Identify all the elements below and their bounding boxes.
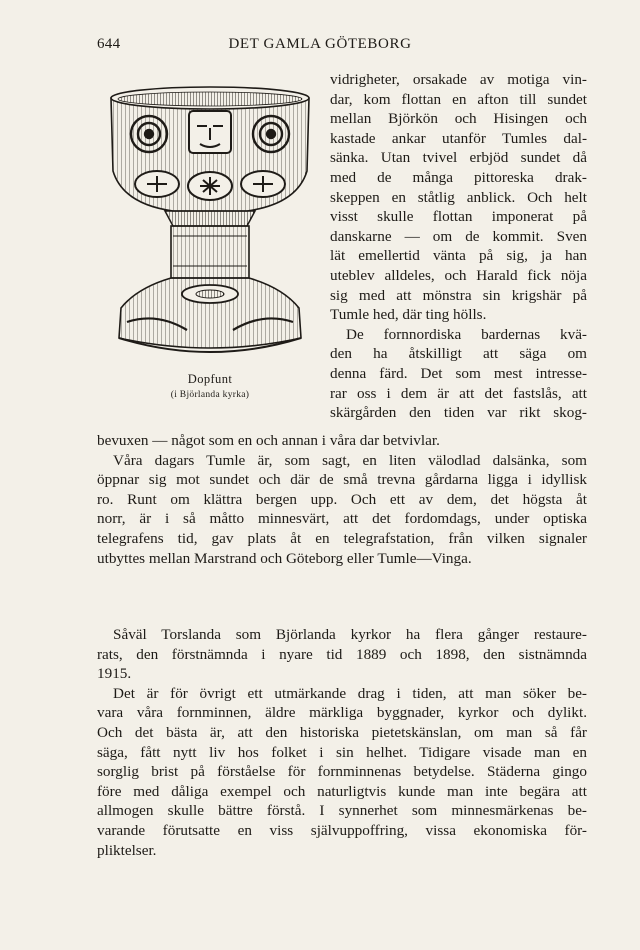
text-line: denna färd. Det som mest intresse- xyxy=(330,364,587,382)
text-line: mellan Björkön och Hisingen och xyxy=(330,110,587,128)
text-line: norr, är i så måtto minnesvärt, att det fordomdags, under optiska xyxy=(97,510,587,528)
text-line: Såväl Torslanda som Björlanda kyrkor ha flera gånger restaure- xyxy=(113,626,587,643)
baptismal-font-illustration xyxy=(97,76,323,406)
text-line: sänka. Utan tvivel erbjöd sundet då xyxy=(330,149,587,167)
text-line: bevuxen — något som en och annan i våra dar betvivlar. xyxy=(97,432,440,449)
text-line: uteblev alldeles, och Harald fick nöja xyxy=(330,266,587,284)
text-line: danskarne — om de kommit. Sven xyxy=(330,227,587,245)
text-line: med de många pittoreska drak- xyxy=(330,168,587,186)
text-line: den ha åtskilligt att säga om xyxy=(330,345,587,363)
page-header xyxy=(97,36,543,58)
text-line: sig med att mönstra sin krigshär på xyxy=(330,286,587,304)
text-line: vidrigheter, orsakade av motiga vin- xyxy=(330,71,587,88)
text-line: 1915. xyxy=(97,665,132,683)
text-line: öppnar sig mot sundet och där de små trevna gårdarna ligga i idyllisk xyxy=(97,471,587,489)
text-line: dar, kom flottan en afton till sundet xyxy=(330,90,587,108)
text-line: säga, fått nytt liv hos folket i sin helhet. Tidigare visade man en xyxy=(97,743,587,761)
text-line: före med dåliga exempel och naturligtvis kunde man inte begära att xyxy=(97,782,587,800)
text-line: skeppen en ståtlig anblick. Och helt xyxy=(330,188,587,206)
baptismal-font-icon xyxy=(97,76,323,366)
running-title: DET GAMLA GÖTEBORG xyxy=(228,36,412,52)
text-line: Tumle hed, där ting hölls. xyxy=(330,306,487,324)
text-line: lät emellertid vänta på sig, ja han xyxy=(330,247,587,265)
text-line: De fornnordiska bardernas kvä- xyxy=(346,325,587,343)
text-line: rats, den förstnämnda i nyare tid 1889 och 1898, den sistnämnda xyxy=(97,645,587,663)
text-line: vara våra fornminnen, äldre märkliga byggnader, kyrkor och dylikt. xyxy=(97,704,587,722)
text-line: rar oss i dem är att det fastslås, att xyxy=(330,384,587,402)
figure-caption xyxy=(97,372,323,400)
text-line: Det är för övrigt ett utmärkande drag i tiden, att man söker be- xyxy=(113,684,587,702)
text-line: pliktelser. xyxy=(97,841,157,859)
text-line: visst skulle flottan imponerat på xyxy=(330,208,587,226)
text-line: telegrafens tid, gav plats åt en telegrafstation, från vilken signaler xyxy=(97,529,587,547)
text-line: Och det bästa är, att den historiska pietetskänslan, om man så får xyxy=(97,723,587,741)
text-line: skärgården den tiden var rikt skog- xyxy=(330,404,587,422)
text-line: varande förutsatte en viss självuppoffring, vissa ekonomiska för- xyxy=(97,821,587,839)
text-line: ro. Runt om klättra bergen upp. Och ett av dem, det högsta åt xyxy=(97,490,587,508)
page-number: 644 xyxy=(97,36,121,52)
caption-title: Dopfunt xyxy=(187,372,233,386)
text-line: sorglig brist på förståelse för fornminnenas betydelse. Städerna gingo xyxy=(97,763,587,781)
full-width-text xyxy=(97,431,587,568)
text-line: Våra dagars Tumle är, som sagt, en liten välodlad dalsänka, som xyxy=(113,451,587,469)
right-column-text xyxy=(330,70,587,423)
caption-subtitle: (i Björlanda kyrka) xyxy=(170,390,250,400)
text-line: allmogen skulle bättre förstå. I synnerhet som minnesmärkenas be- xyxy=(97,802,587,820)
second-section-text xyxy=(97,625,587,860)
text-line: kastade ankar utanför Tumles dal- xyxy=(330,129,587,147)
text-line: utbyttes mellan Marstrand och Göteborg eller Tumle—Vinga. xyxy=(97,549,472,567)
